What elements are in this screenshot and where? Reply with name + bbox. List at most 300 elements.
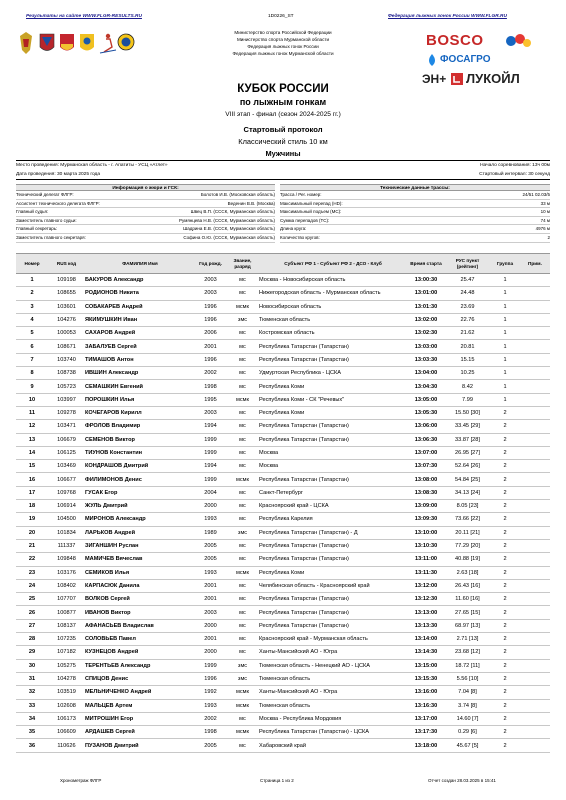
start-time-cell: 13:06:00 [407,420,445,433]
birth-year-cell: 1993 [195,513,226,526]
birth-year-cell: 1999 [195,446,226,459]
rus-code-cell: 104500 [48,513,85,526]
bib-number-cell: 16 [16,473,48,486]
track-info-value: 4976 м [535,226,550,232]
points-cell: 25.47 [445,274,490,287]
rus-code-cell: 107707 [48,593,85,606]
note-cell [520,274,550,287]
competition-subtitle: по лыжным гонкам [239,97,327,107]
col-header-note: Прим. [520,254,550,274]
table-row [16,606,550,619]
birth-year-cell: 2006 [195,327,226,340]
group-cell: 2 [490,699,520,712]
group-cell: 1 [490,353,520,366]
table-row [16,553,550,566]
bib-number-cell: 5 [16,327,48,340]
athlete-name-cell: ФРОЛОВ Владимир [85,420,195,433]
region-cell: Ханты-Мансийский АО - Югра [259,646,407,659]
jury-info-value: Румянцева Н.В. (СССК, Мурманская область) [179,217,275,223]
organizer-line: Министерство спорта Мурманской области [236,37,330,42]
start-time-cell: 13:12:00 [407,579,445,592]
bib-number-cell: 29 [16,646,48,659]
rank-cell: мс [226,287,259,300]
rus-code-cell: 103997 [48,393,85,406]
group-cell: 1 [490,274,520,287]
bib-number-cell: 30 [16,659,48,672]
table-row [16,659,550,672]
jury-info-value: Софина О.Ю. (СССК, Мурманская область) [183,234,275,240]
birth-year-cell: 1996 [195,672,226,685]
bib-number-cell: 36 [16,739,48,752]
jury-info-row [16,191,275,200]
rank-cell: мс [226,274,259,287]
birth-year-cell: 1996 [195,353,226,366]
group-cell: 1 [490,393,520,406]
rus-code-cell: 106125 [48,446,85,459]
athlete-name-cell: ЗАБАЛУЕВ Сергей [85,340,195,353]
rus-code-cell: 109768 [48,486,85,499]
group-cell: 2 [490,473,520,486]
bib-number-cell: 11 [16,406,48,419]
points-cell: 15.15 [445,353,490,366]
rus-code-cell: 107235 [48,633,85,646]
athlete-name-cell: ТЕРЕНТЬЕВ Александр [85,659,195,672]
group-cell: 2 [490,433,520,446]
bib-number-cell: 1 [16,274,48,287]
note-cell [520,420,550,433]
table-row [16,367,550,380]
athlete-name-cell: МИРОНОВ Александр [85,513,195,526]
track-info-box [280,184,550,243]
athlete-name-cell: СЕМИКОВ Илья [85,566,195,579]
note-cell [520,539,550,552]
birth-year-cell: 2001 [195,593,226,606]
athlete-name-cell: ПУЗАНОВ Дмитрий [85,739,195,752]
bib-number-cell: 25 [16,593,48,606]
region-cell: Красноярский край - ЦСКА [259,500,407,513]
rus-code-cell: 100053 [48,327,85,340]
table-row [16,726,550,739]
birth-year-cell: 2003 [195,287,226,300]
rus-code-cell: 100877 [48,606,85,619]
start-time-cell: 13:13:00 [407,606,445,619]
table-row [16,274,550,287]
athlete-name-cell: ТИМАШОВ Антон [85,353,195,366]
bib-number-cell: 7 [16,353,48,366]
start-time-cell: 13:17:00 [407,712,445,725]
points-cell: 20.11 [21] [445,526,490,539]
bib-number-cell: 15 [16,460,48,473]
region-cell: Республика Татарстан (Татарстан) [259,553,407,566]
group-cell: 2 [490,686,520,699]
start-interval: Стартовый интервал: 30 секунд [479,172,550,177]
table-row [16,486,550,499]
table-row [16,539,550,552]
bib-number-cell: 6 [16,340,48,353]
start-time-cell: 13:16:30 [407,699,445,712]
lukoil-logo: ЛУКОЙЛ [466,71,520,86]
group-cell: 2 [490,406,520,419]
start-time-cell: 13:08:00 [407,473,445,486]
start-time-cell: 13:02:00 [407,313,445,326]
region-cell: Удмуртская Республика - ЦСКА [259,367,407,380]
region-cell: Республика Коми [259,566,407,579]
start-time-cell: 13:09:00 [407,500,445,513]
track-info-label: Сумма перепадов (TC): [280,217,330,223]
region-cell: Нижегородская область - Мурманская область [259,287,407,300]
bib-number-cell: 13 [16,433,48,446]
start-time-cell: 13:02:30 [407,327,445,340]
note-cell [520,380,550,393]
athlete-name-cell: МИТРОШИН Егор [85,712,195,725]
rank-cell: мсмк [226,686,259,699]
group-cell: 2 [490,460,520,473]
jury-info-value: Шадрина Е.В. (СССК, Мурманская область) [183,226,275,232]
kirovsk-coat-of-arms-icon [80,34,94,51]
region-cell: Республика Татарстан (Татарстан) [259,473,407,486]
region-cell: Тюменская область [259,672,407,685]
athlete-name-cell: АФАНАСЬЕВ Владислав [85,619,195,632]
athlete-name-cell: ЛАРЬКОВ Андрей [85,526,195,539]
birth-year-cell: 2005 [195,739,226,752]
start-time-cell: 13:14:00 [407,633,445,646]
group-cell: 2 [490,526,520,539]
athlete-name-cell: ПОРОШКИН Илья [85,393,195,406]
apatity-coat-of-arms-icon [60,34,74,51]
murmansk-coat-of-arms-icon [40,34,54,51]
bib-number-cell: 33 [16,699,48,712]
table-row [16,619,550,632]
points-cell: 2.71 [13] [445,633,490,646]
bib-number-cell: 12 [16,420,48,433]
table-header-row [16,254,550,274]
points-cell: 7.04 [8] [445,686,490,699]
group-cell: 2 [490,579,520,592]
region-cell: Новосибирская область [259,300,407,313]
group-cell: 2 [490,446,520,459]
protocol-title: Стартовый протокол [243,125,323,134]
points-cell: 10.25 [445,367,490,380]
group-cell: 1 [490,313,520,326]
rank-cell: мсмк [226,699,259,712]
rus-code-cell: 109848 [48,553,85,566]
rank-cell: мс [226,380,259,393]
birth-year-cell: 2000 [195,500,226,513]
bib-number-cell: 9 [16,380,48,393]
start-time-cell: 13:10:00 [407,526,445,539]
bib-number-cell: 14 [16,446,48,459]
start-time-cell: 13:12:30 [407,593,445,606]
start-time: Начало соревнования: 13ч 00м [480,163,550,168]
note-cell [520,712,550,725]
points-cell: 77.29 [20] [445,539,490,552]
track-info-value: 74 м [540,217,550,223]
bib-number-cell: 21 [16,539,48,552]
note-cell [520,433,550,446]
footer-page: Страница 1 из 2 [260,778,294,783]
track-info-row [280,200,550,209]
group-cell: 2 [490,659,520,672]
athlete-name-cell: ГУСАК Егор [85,486,195,499]
bib-number-cell: 4 [16,313,48,326]
start-time-cell: 13:05:00 [407,393,445,406]
region-cell: Республика Татарстан (Татарстан) - ЦСКА [259,726,407,739]
birth-year-cell: 2002 [195,712,226,725]
region-cell: Челябинская область - Красноярский край [259,579,407,592]
rank-cell: мс [226,539,259,552]
track-box-title: Технические данные трассы: [280,184,550,191]
rus-code-cell: 108402 [48,579,85,592]
group-cell: 1 [490,340,520,353]
bib-number-cell: 2 [16,287,48,300]
rus-code-cell: 108655 [48,287,85,300]
table-row [16,633,550,646]
track-info-row [280,208,550,217]
start-time-cell: 13:14:30 [407,646,445,659]
rus-code-cell: 108137 [48,619,85,632]
start-time-cell: 13:16:00 [407,686,445,699]
start-time-cell: 13:13:30 [407,619,445,632]
athlete-name-cell: СЕМЕНОВ Виктор [85,433,195,446]
athlete-name-cell: КОЧЕГАРОВ Кирилл [85,406,195,419]
athlete-name-cell: ВОЛКОВ Сергей [85,593,195,606]
region-cell: Хабаровский край [259,739,407,752]
birth-year-cell: 2004 [195,486,226,499]
note-cell [520,473,550,486]
note-cell [520,659,550,672]
start-time-cell: 13:09:30 [407,513,445,526]
note-cell [520,672,550,685]
athlete-name-cell: СЕМАШКИН Евгений [85,380,195,393]
note-cell [520,606,550,619]
points-cell: 15.50 [30] [445,406,490,419]
rank-cell: мс [226,500,259,513]
note-cell [520,287,550,300]
points-cell: 26.43 [16] [445,579,490,592]
region-cell: Москва [259,446,407,459]
birth-year-cell: 1999 [195,433,226,446]
birth-year-cell: 1992 [195,686,226,699]
birth-year-cell: 1996 [195,313,226,326]
start-time-cell: 13:00:30 [407,274,445,287]
results-site-link[interactable]: Результаты на сайте WWW.FLGR-RESULTS.RU [26,14,142,19]
table-row [16,433,550,446]
bib-number-cell: 8 [16,367,48,380]
region-cell: Москва - Новосибирская область [259,274,407,287]
table-row [16,739,550,752]
bib-number-cell: 35 [16,726,48,739]
rank-cell: мс [226,606,259,619]
rus-code-cell: 106679 [48,433,85,446]
group-cell: 2 [490,513,520,526]
note-cell [520,566,550,579]
flgr-site-link[interactable]: Федерация лыжных гонок России WWW.FLGR.RU [388,14,507,19]
points-cell: 3.74 [8] [445,699,490,712]
group-cell: 2 [490,712,520,725]
note-cell [520,699,550,712]
table-row [16,500,550,513]
en-plus-logo: ЭН+ [422,72,447,86]
bosco-flower-icon [504,33,532,49]
track-info-value: 24/51 02.03/5 [522,192,550,197]
table-row [16,406,550,419]
venue-place: Место проведения: Мурманская область - г. Апатиты - УСЦ «Атлет» [16,163,168,168]
note-cell [520,513,550,526]
jury-info-label: Технический делегат ФЛГР: [16,192,74,197]
rank-cell: мс [226,619,259,632]
athlete-name-cell: СОЛОВЬЕВ Павел [85,633,195,646]
track-info-label: Максимальный подъем (MC): [280,209,342,215]
region-cell: Республика Коми - СК "Речевых" [259,393,407,406]
athlete-name-cell: ИВАНОВ Виктор [85,606,195,619]
rank-cell: мс [226,579,259,592]
start-time-cell: 13:11:00 [407,553,445,566]
points-cell: 18.72 [11] [445,659,490,672]
emblems-row [16,30,136,63]
points-cell: 24.48 [445,287,490,300]
points-cell: 34.13 [24] [445,486,490,499]
rank-cell: мсмк [226,473,259,486]
birth-year-cell: 2003 [195,406,226,419]
track-info-row [280,217,550,226]
athlete-name-cell: САХАРОВ Андрей [85,327,195,340]
bib-number-cell: 18 [16,500,48,513]
start-time-cell: 13:17:30 [407,726,445,739]
track-info-label: Максимальный перепад (HD): [280,200,343,206]
birth-year-cell: 2000 [195,619,226,632]
points-cell: 8.42 [445,380,490,393]
table-row [16,446,550,459]
birth-year-cell: 1994 [195,460,226,473]
bib-number-cell: 19 [16,513,48,526]
footer-timing: Хронометраж ФЛГР [60,778,102,783]
start-time-cell: 13:15:00 [407,659,445,672]
start-time-cell: 13:08:30 [407,486,445,499]
rus-code-cell: 103519 [48,686,85,699]
rus-code-cell: 101834 [48,526,85,539]
points-cell: 68.97 [13] [445,619,490,632]
table-row [16,473,550,486]
table-row [16,593,550,606]
athlete-name-cell: ТИУНОВ Константин [85,446,195,459]
rus-code-cell: 109278 [48,406,85,419]
bosco-logo: BOSCO [426,32,484,49]
group-cell: 2 [490,420,520,433]
points-cell: 11.60 [16] [445,593,490,606]
bib-number-cell: 31 [16,672,48,685]
phosagro-drop-icon [426,54,438,66]
table-row [16,712,550,725]
start-time-cell: 13:06:30 [407,433,445,446]
note-cell [520,313,550,326]
rank-cell: мс [226,406,259,419]
table-row [16,380,550,393]
table-row [16,686,550,699]
birth-year-cell: 1999 [195,659,226,672]
region-cell: Республика Татарстан (Татарстан) [259,433,407,446]
jury-info-value: Швец В.П. (СССК, Мурманская область) [190,209,275,215]
gender-category: Мужчины [265,149,301,158]
points-cell: 45.67 [5] [445,739,490,752]
organizer-line: Федерация лыжных гонок России [247,44,319,49]
bib-number-cell: 10 [16,393,48,406]
group-cell: 1 [490,300,520,313]
rank-cell: мс [226,367,259,380]
rank-cell: змс [226,659,259,672]
start-time-cell: 13:18:00 [407,739,445,752]
track-info-row [280,234,550,243]
region-cell: Республика Коми [259,380,407,393]
rank-cell: мс [226,353,259,366]
track-info-row [280,225,550,234]
region-cell: Республика Татарстан (Татарстан) - Д [259,526,407,539]
group-cell: 2 [490,633,520,646]
rus-code-cell: 103471 [48,420,85,433]
rus-code-cell: 104278 [48,672,85,685]
start-time-cell: 13:01:30 [407,300,445,313]
table-row [16,460,550,473]
track-info-value: 33 м [540,200,550,206]
start-time-cell: 13:11:30 [407,566,445,579]
rus-code-cell: 106173 [48,712,85,725]
points-cell: 52.64 [26] [445,460,490,473]
rank-cell: мс [226,446,259,459]
region-cell: Республика Карелия [259,513,407,526]
group-cell: 2 [490,606,520,619]
region-cell: Костромская область [259,327,407,340]
track-info-row [280,191,550,200]
rus-code-cell: 107182 [48,646,85,659]
col-header-name: ФАМИЛИЯ Имя [85,254,195,274]
birth-year-cell: 1989 [195,526,226,539]
note-cell [520,553,550,566]
rus-code-cell: 109198 [48,274,85,287]
col-header-start-time: Время старта [407,254,445,274]
points-cell: 7.99 [445,393,490,406]
jury-info-value: Болотов И.В. (Московская область) [200,192,275,197]
stage-title: VIII этап - финал (сезон 2024-2025 гг.) [225,111,341,118]
bib-number-cell: 28 [16,633,48,646]
points-cell: 23.69 [445,300,490,313]
russia-eagle-emblem-icon [20,32,32,54]
group-cell: 2 [490,619,520,632]
jury-info-row [16,225,275,234]
race-style: Классический стиль 10 км [238,137,328,146]
region-cell: Республика Коми [259,406,407,419]
note-cell [520,406,550,419]
athlete-name-cell: КАРПАСЮК Данила [85,579,195,592]
region-cell: Республика Татарстан (Татарстан) [259,619,407,632]
jury-box-title: Информация о жюри и ГСК: [16,184,275,191]
bib-number-cell: 24 [16,579,48,592]
note-cell [520,619,550,632]
start-time-cell: 13:04:30 [407,380,445,393]
rank-cell: змс [226,313,259,326]
bib-number-cell: 22 [16,553,48,566]
table-row [16,300,550,313]
col-header-group: Группа [490,254,520,274]
rank-cell: мсмк [226,566,259,579]
rank-cell: мс [226,460,259,473]
col-header-rus-code: RUS код [48,254,85,274]
bib-number-cell: 34 [16,712,48,725]
birth-year-cell: 2005 [195,539,226,552]
table-row [16,526,550,539]
points-cell: 33.45 [29] [445,420,490,433]
jury-info-label: Заместитель главного секретаря: [16,234,86,240]
athlete-name-cell: МАМИЧЕВ Вячеслав [85,553,195,566]
region-cell: Республика Татарстан (Татарстан) [259,340,407,353]
